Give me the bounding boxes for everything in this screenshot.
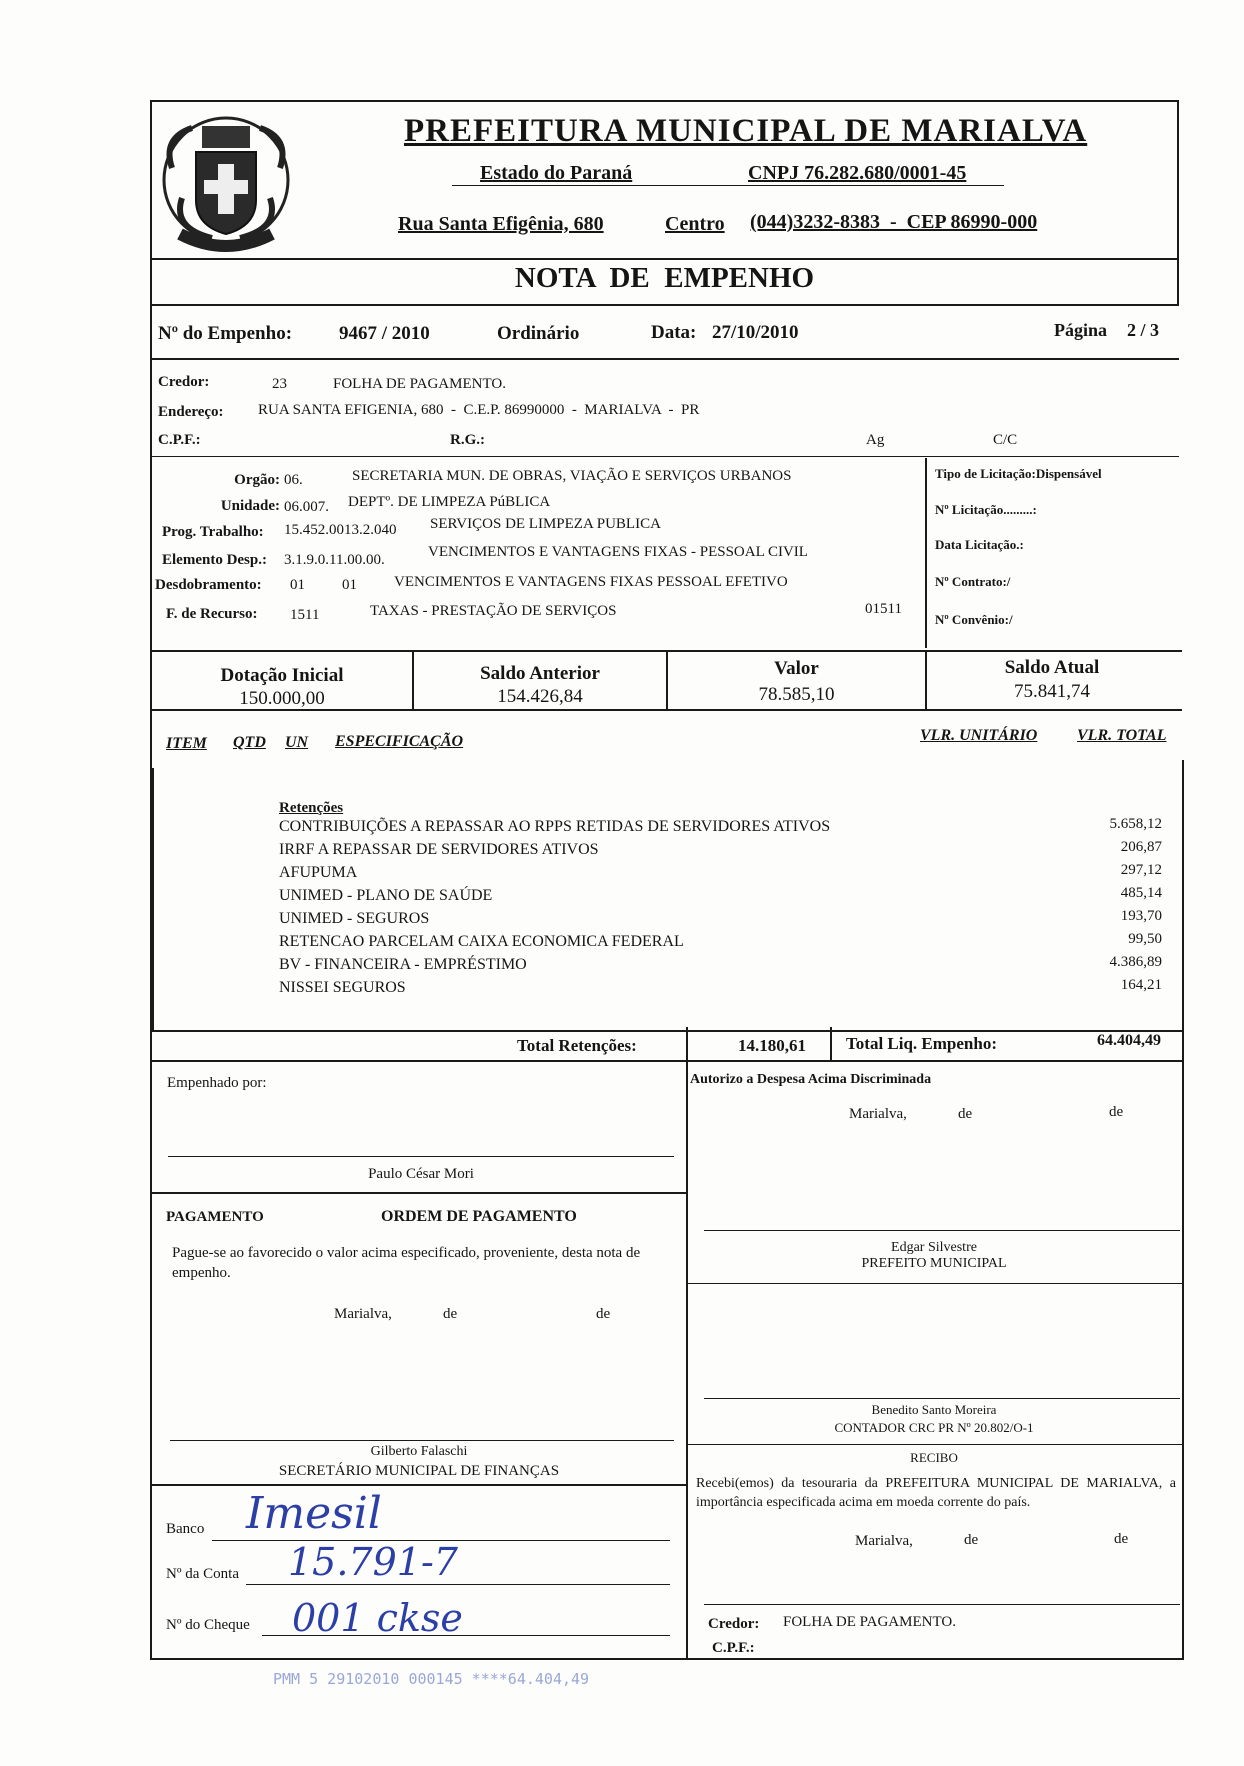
- cc-label: C/C: [993, 432, 1018, 448]
- desdobramento-code-1: 01: [290, 577, 305, 593]
- retencao-desc: BV - FINANCEIRA - EMPRÉSTIMO: [279, 956, 527, 973]
- retencao-value: 99,50: [1128, 931, 1162, 947]
- pagamento-text: Pague-se ao favorecido o valor acima especificado, proveniente, desta nota de empenho.: [172, 1245, 641, 1281]
- cheque-label: Nº do Cheque: [166, 1617, 250, 1633]
- retencao-desc: NISSEI SEGUROS: [279, 979, 406, 996]
- credor-name: FOLHA DE PAGAMENTO.: [333, 376, 506, 392]
- credor-divider: [150, 456, 1179, 457]
- contador-bottom: [686, 1444, 1182, 1445]
- desdobramento-name: VENCIMENTOS E VANTAGENS FIXAS PESSOAL EFETIVO: [394, 574, 788, 590]
- valor-value: 78.585,10: [758, 684, 835, 705]
- autorizo-de-2: de: [1109, 1104, 1124, 1120]
- prefeito-sign-line: [704, 1230, 1180, 1231]
- orgao-code: 06.: [284, 472, 303, 488]
- banco-label: Banco: [166, 1521, 205, 1537]
- bank-validation-stamp: PMM 5 29102010 000145 ****64.404,49: [273, 1670, 590, 1688]
- recurso-code-2: 01511: [865, 601, 902, 617]
- recibo-title: RECIBO: [910, 1450, 958, 1465]
- prefeito-bottom: [686, 1283, 1182, 1284]
- items-left: [152, 768, 154, 1032]
- empenho-number: 9467 / 2010: [339, 323, 430, 344]
- col-spec: ESPECIFICAÇÃO: [335, 733, 464, 750]
- conta-line: [246, 1584, 670, 1585]
- prefeito-name: Edgar Silvestre: [891, 1240, 977, 1255]
- cpf-label: C.P.F.:: [158, 432, 201, 448]
- contador-role: CONTADOR CRC PR Nº 20.802/O-1: [834, 1420, 1034, 1435]
- credor-address: RUA SANTA EFIGENIA, 680 - C.E.P. 86990000 - MARIALVA - PR: [258, 402, 700, 418]
- cheque-handwritten: 001 ckse: [292, 1596, 463, 1640]
- elemento-label: Elemento Desp.:: [162, 552, 267, 568]
- retencao-value: 206,87: [1120, 839, 1162, 855]
- retencao-value: 193,70: [1120, 908, 1162, 924]
- state-name: Estado do Paraná: [480, 162, 633, 184]
- licitacao-numero: Nº Licitação.........:: [935, 502, 1037, 517]
- empenhado-bottom: [152, 1192, 687, 1194]
- conta-handwritten: 15.791-7: [288, 1540, 458, 1584]
- page-number: 2 / 3: [1127, 320, 1160, 340]
- licitacao-convenio: Nº Convênio:/: [935, 612, 1013, 627]
- totals-sep-1: [686, 1027, 688, 1062]
- elemento-name: VENCIMENTOS E VANTAGENS FIXAS - PESSOAL CIVIL: [428, 544, 808, 560]
- pagamento-de-2: de: [596, 1306, 611, 1322]
- saldo-anterior-value: 154.426,84: [497, 686, 583, 707]
- unidade-code: 06.007.: [284, 499, 329, 515]
- prefeito-role: PREFEITO MUNICIPAL: [861, 1256, 1007, 1271]
- conta-label: Nº da Conta: [166, 1566, 239, 1582]
- frame-bottom: [150, 1658, 1184, 1660]
- empenho-type: Ordinário: [497, 323, 580, 344]
- recurso-name: TAXAS - PRESTAÇÃO DE SERVIÇOS: [370, 603, 617, 619]
- recibo-de-1: de: [964, 1532, 979, 1548]
- recibo-city: Marialva,: [855, 1533, 913, 1549]
- retencoes-title: Retenções: [279, 800, 344, 816]
- recibo-cpf-label: C.P.F.:: [712, 1640, 755, 1656]
- col-qtd: QTD: [233, 734, 266, 751]
- autorizo-title: Autorizo a Despesa Acima Discriminada: [690, 1072, 932, 1087]
- empenho-date: 27/10/2010: [712, 322, 799, 343]
- secretario-name: Gilberto Falaschi: [370, 1444, 468, 1459]
- recibo-credor-label: Credor:: [708, 1616, 760, 1632]
- items-bottom: [152, 1030, 1184, 1032]
- retencao-desc: RETENCAO PARCELAM CAIXA ECONOMICA FEDERAL: [279, 933, 684, 950]
- dotacao-label: Dotação Inicial: [220, 665, 344, 686]
- ag-label: Ag: [866, 432, 885, 448]
- unidade-name: DEPTº. DE LIMPEZA PúBLICA: [348, 494, 551, 510]
- cnpj: CNPJ 76.282.680/0001-45: [748, 162, 967, 184]
- header-divider: [150, 258, 1179, 260]
- prog-label: Prog. Trabalho:: [162, 524, 264, 540]
- retencao-value: 485,14: [1120, 885, 1162, 901]
- licitacao-contrato: Nº Contrato:/: [935, 574, 1011, 589]
- prog-code: 15.452.0013.2.040: [284, 522, 397, 538]
- totals-bottom: [152, 1060, 1184, 1062]
- secretario-role: SECRETÁRIO MUNICIPAL DE FINANÇAS: [278, 1463, 560, 1479]
- credor-label: Credor:: [158, 374, 210, 390]
- empenho-divider: [150, 358, 1179, 360]
- phone-cep: (044)3232-8383 - CEP 86990-000: [750, 211, 1038, 233]
- prog-name: SERVIÇOS DE LIMPEZA PUBLICA: [430, 516, 661, 532]
- total-retencoes-value: 14.180,61: [738, 1036, 806, 1055]
- retencao-desc: AFUPUMA: [279, 864, 358, 881]
- col-unit-value: VLR. UNITÁRIO: [920, 727, 1038, 744]
- retencao-value: 164,21: [1120, 977, 1162, 993]
- recibo-credor-name: FOLHA DE PAGAMENTO.: [783, 1614, 956, 1630]
- total-liquido-label: Total Liq. Empenho:: [846, 1034, 997, 1053]
- desdobramento-label: Desdobramento:: [155, 577, 262, 593]
- secretario-sign-line: [170, 1440, 674, 1441]
- pagamento-city: Marialva,: [334, 1306, 392, 1322]
- unidade-label: Unidade:: [220, 498, 280, 514]
- retencao-desc: UNIMED - SEGUROS: [279, 910, 430, 927]
- banco-handwritten: Imesil: [246, 1488, 382, 1539]
- dotacao-value: 150.000,00: [239, 688, 325, 709]
- elemento-code: 3.1.9.0.11.00.00.: [284, 552, 385, 568]
- frame-top: [150, 100, 1179, 102]
- licitacao-separator: [925, 458, 927, 648]
- pagamento-de-1: de: [443, 1306, 458, 1322]
- ordem-pagamento-title: ORDEM DE PAGAMENTO: [381, 1208, 577, 1225]
- retencao-desc: CONTRIBUIÇÕES A REPASSAR AO RPPS RETIDAS DE SERVIDORES ATIVOS: [279, 818, 831, 835]
- recibo-text: Recebi(emos) da tesouraria da PREFEITURA MUNICIPAL DE MARIALVA, a importância especificada acima em moeda corrente do país.: [696, 1476, 1176, 1510]
- col-un: UN: [285, 734, 309, 751]
- autorizo-city: Marialva,: [849, 1106, 907, 1122]
- empenho-date-label: Data:: [651, 322, 697, 343]
- contador-name: Benedito Santo Moreira: [871, 1402, 997, 1417]
- saldo-anterior-label: Saldo Anterior: [480, 663, 600, 684]
- saldo-atual-label: Saldo Atual: [1004, 657, 1100, 678]
- col-item: ITEM: [166, 735, 207, 752]
- retencao-value: 297,12: [1120, 862, 1162, 878]
- rg-label: R.G.:: [450, 432, 485, 448]
- totals-sep-2: [830, 1027, 832, 1062]
- desdobramento-code-2: 01: [342, 577, 357, 593]
- credor-code: 23: [272, 376, 287, 392]
- lower-middle-divider: [686, 1062, 688, 1660]
- col-total-value: VLR. TOTAL: [1077, 727, 1167, 744]
- recurso-label: F. de Recurso:: [166, 606, 258, 622]
- coat-of-arms-logo: [152, 108, 300, 256]
- secretario-bottom: [152, 1484, 687, 1486]
- page-label: Página: [1054, 320, 1108, 340]
- saldo-atual-value: 75.841,74: [1014, 681, 1090, 702]
- items-right: [1182, 760, 1184, 1660]
- retencao-desc: IRRF A REPASSAR DE SERVIDORES ATIVOS: [279, 841, 599, 858]
- empenho-number-label: Nº do Empenho:: [158, 323, 293, 344]
- licitacao-tipo: Tipo de Licitação:Dispensável: [935, 466, 1102, 481]
- retencao-value: 5.658,12: [1109, 816, 1162, 832]
- recurso-code: 1511: [290, 607, 320, 623]
- total-liquido-value: 64.404,49: [1097, 1032, 1161, 1049]
- address-label: Endereço:: [158, 404, 224, 420]
- state-underline: [452, 185, 1004, 186]
- retencao-value: 4.386,89: [1109, 954, 1162, 970]
- address-street: Rua Santa Efigênia, 680: [398, 213, 604, 235]
- empenhado-name: Paulo César Mori: [368, 1166, 474, 1182]
- recibo-sign-line: [704, 1604, 1180, 1605]
- org-name: PREFEITURA MUNICIPAL DE MARIALVA: [404, 113, 1088, 149]
- orgao-label: Orgão:: [234, 472, 280, 488]
- orgao-name: SECRETARIA MUN. DE OBRAS, VIAÇÃO E SERVIÇOS URBANOS: [352, 468, 792, 484]
- address-district: Centro: [665, 213, 725, 235]
- contador-sign-line: [704, 1398, 1180, 1399]
- autorizo-de-1: de: [958, 1106, 973, 1122]
- total-retencoes-label: Total Retenções:: [517, 1036, 637, 1055]
- document-title: NOTA DE EMPENHO: [514, 262, 815, 294]
- licitacao-data: Data Licitação.:: [935, 537, 1024, 552]
- empenhado-sign-line: [168, 1156, 674, 1157]
- pagamento-title: PAGAMENTO: [166, 1209, 264, 1225]
- empenhado-label: Empenhado por:: [167, 1075, 267, 1091]
- retencao-desc: UNIMED - PLANO DE SAÚDE: [279, 887, 493, 904]
- header-bottom: [150, 304, 1179, 306]
- valor-label: Valor: [774, 658, 819, 679]
- recibo-de-2: de: [1114, 1531, 1129, 1547]
